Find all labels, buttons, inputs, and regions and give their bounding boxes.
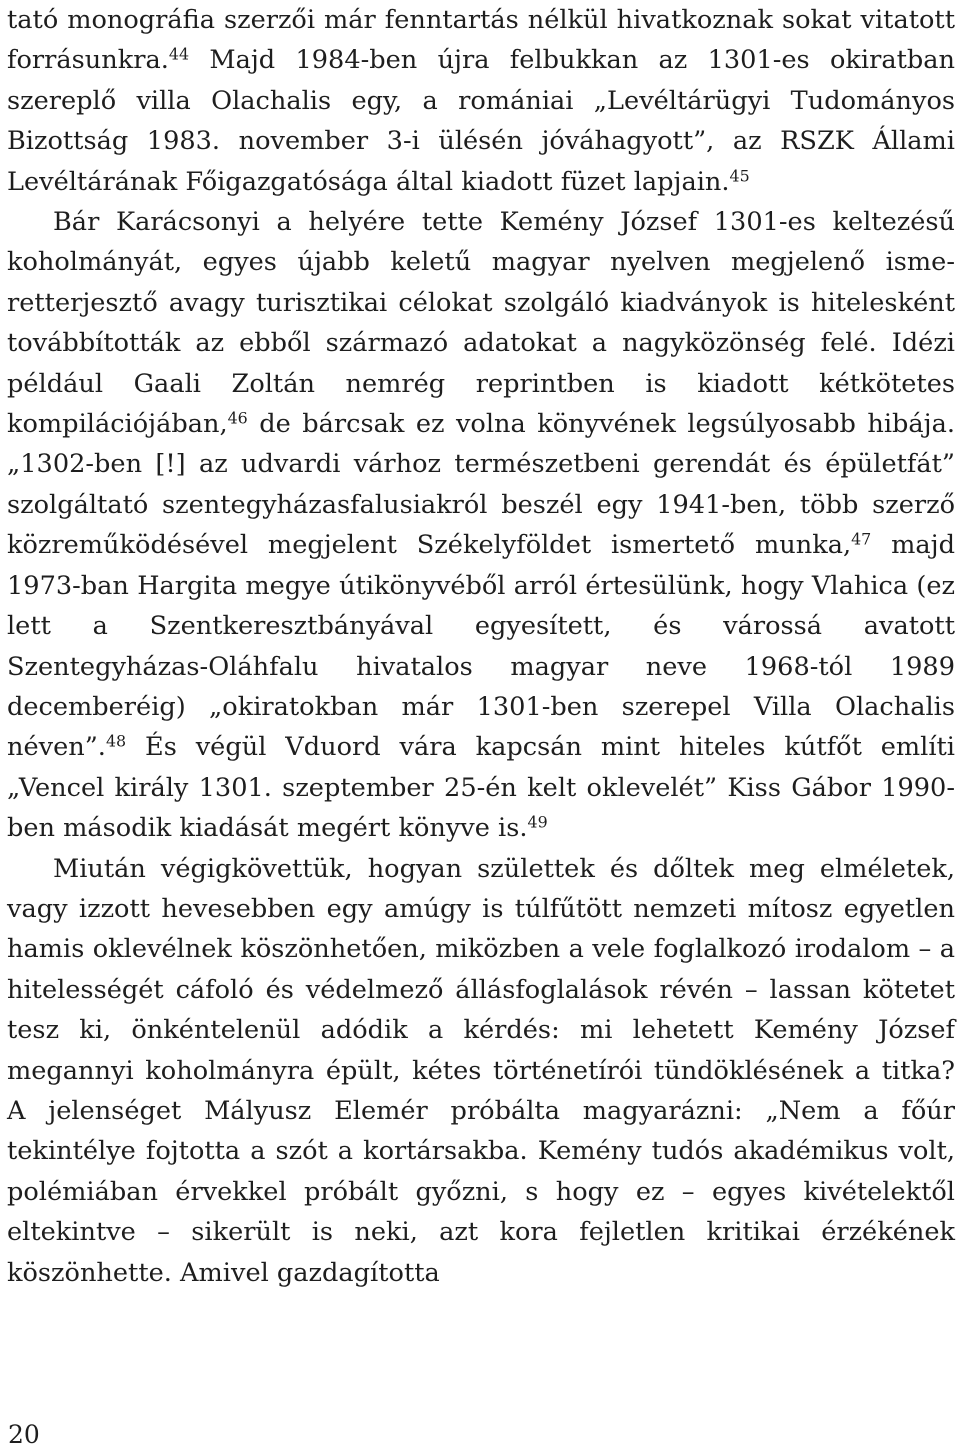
footnote-ref: 46 <box>227 408 248 428</box>
page-body <box>7 0 955 1293</box>
text-run: Miután végigkövettük, hogyan születtek és dőltek meg elméletek, vagy izzott hevesebben egy amúgy is túlfűtött nemzeti mítosz egyetlen hamis oklevélnek köszönhetően, miközben a vele foglalkozó irodalom – a hitelességét cáfoló és védelmező állásfoglalások révén – lassan kötetet tesz ki, önkéntelenül adódik a kérdés: mi lehetett Kemény József megannyi koholmányra épült, kétes történetírói tündöklésének a titka? A jelenséget Mályusz Elemér próbálta magyarázni: „Nem a főúr tekintélye fojtotta a szót a kortársakba. Kemény tudós akadémikus volt, polémiában érvekkel próbált győzni, s hogy ez – egyes kivételektől eltekintve – sikerült is neki, azt kora fejletlen kritikai érzékének köszönhette. Amivel gazdagította <box>7 853 955 1288</box>
footnote-ref: 49 <box>527 812 548 832</box>
paragraph-2 <box>7 202 955 849</box>
paragraph-3 <box>7 849 955 1293</box>
text-run: Majd 1984-ben újra felbukkan az 1301-es okiratban szereplő villa Olachalis egy, a romániai „Levéltárügyi Tudományos Bizottság 1983. november 3-i ülésén jóváhagyott”, az RSZK Állami Levéltárának Főigazgatósága által kiadott füzet lapjain. <box>7 45 955 197</box>
text-run: tató monográfia szerzői már fenntartás nélkül hivatkoznak sokat vitatott forrásunkra. <box>7 5 955 76</box>
text-run: Bár Karácsonyi a helyére tette Kemény József 1301-es keltezésű koholmányát, egyes újabb keletű magyar nyelven megjelenő ismeretterjesztő avagy turisztikai célokat szolgáló kiadványok is hitelesként továbbították az ebből származó adatokat a nagyközönség felé. Idézi például Gaali Zoltán nemrég reprintben is kiadott kétkötetes kompilációjában, <box>7 207 955 440</box>
footnote-ref: 48 <box>105 731 127 751</box>
text-run: És végül Vduord vára kapcsán mint hiteles kútfőt említi „Vencel király 1301. szeptember 25-én kelt oklevelét” Kiss Gábor 1990-ben második kiadását megért könyve is. <box>7 732 955 844</box>
paragraph-1 <box>7 0 955 202</box>
text-run: majd 1973-ban Hargita megye útikönyvéből arról értesülünk, hogy Vlahica (ez lett a Szentkeresztbányával egyesített, és várossá avatott Szentegyházas-Oláhfalu hivatalos magyar neve 1968-tól 1989 decemberéig) „okiratokban már 1301-ben szerepel Villa Olachalis néven”. <box>7 530 955 763</box>
footnote-ref: 45 <box>729 165 750 185</box>
footnote-ref: 47 <box>851 529 872 549</box>
page-number: 20 <box>8 1420 40 1449</box>
text-run: de bárcsak ez volna könyvének legsúlyosabb hibája. „1302-ben [!] az udvardi várhoz természetbeni gerendát és épületfát” szolgáltató szentegyházasfalusiakról beszél egy 1941-ben, több szerző közreműködésével megjelent Székelyföldet ismertető munka, <box>7 409 955 561</box>
footnote-ref: 44 <box>168 44 190 64</box>
